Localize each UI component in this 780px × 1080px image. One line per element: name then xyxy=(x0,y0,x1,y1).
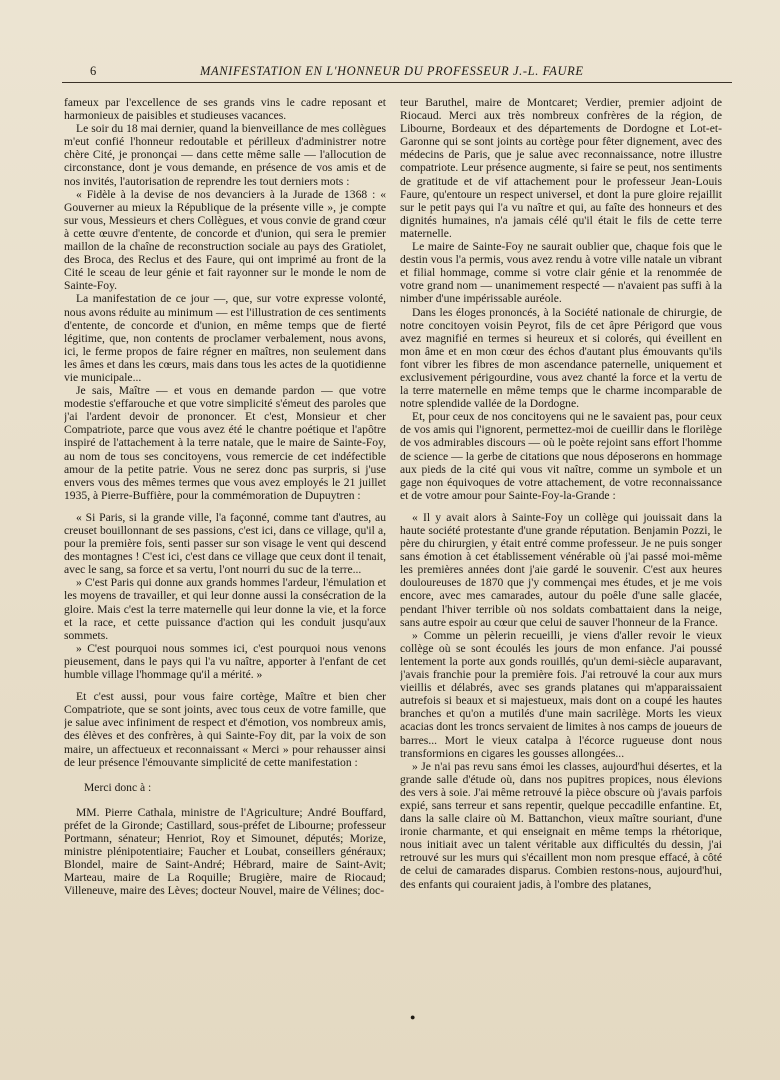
quotation-paragraph: » Je n'ai pas revu sans émoi les classes, aujourd'hui désertes, et la grande salle d'étude où, dans nos pupitres propices, nous élevions des vers à soie. J'ai même retrouvé la pièce obscure où j'avais parfois expié, sans terreur et sans repentir, quelque peccadille enfantine. Et, dans la salle claire où M. Battanchon, vieux maître souriant, d'une ironie charmante, et qui enseignait en même temps la rhétorique, nous initiait avec un talent véritable aux difficultés du dessin, j'ai retrouvé sur les murs qui s'écaillent mon nom presque effacé, à côté de celui de camarades disparus. Combien restons-nous, aujourd'hui, des enfants qui couraient jadis, à l'ombre des platanes, xyxy=(400,759,722,891)
page-header xyxy=(62,62,732,83)
quotation-paragraph: « Si Paris, si la grande ville, l'a façonné, comme tant d'autres, au creuset bouillonnant de ses passions, c'est ici, dans ce village, qu'il a, pour la première fois, senti passer sur son visage le vent qui descend des montagnes ! C'est ici, c'est dans ce village que ceux dont il tenait, avec le sang, sa force et sa vertu, l'ont nourri du suc de la terre... xyxy=(64,510,386,577)
paragraph: La manifestation de ce jour —, que, sur votre expresse volonté, nous avons réduite au minimum — est l'illustration de ces sentiments d'entente, de concorde et d'union, en même temps que de fierté légitime, que, non contents de proclamer verbalement, nous avons, ici, le ferme propos de faire régner en maîtres, non seulement dans les âmes et dans les cœurs, mais dans tous les actes de la quotidienne vie municipale... xyxy=(64,292,386,384)
paragraph: Et, pour ceux de nos concitoyens qui ne le savaient pas, pour ceux de vos amis qui l'ignorent, permettez-moi de cueillir dans le florilège de vos admirables discours — où le poète rejoint sans effort l'homme de science — la gerbe de citations que nous déposerons en hommage aux pieds de la cité qui vous vit naître, comme un symbole et un gage non équivoques de votre attachement, de votre reconnaissance et de votre amour pour Sainte-Foy-la-Grande : xyxy=(400,410,722,502)
paragraph: teur Baruthel, maire de Montcaret; Verdier, premier adjoint de Riocaud. Merci aux très nombreux confrères de la région, de Libourne, Bordeaux et des départements de Dordogne et Lot-et-Garonne qui se sont joints au cortège pour fêter dignement, avec des médecins de Paris, que je salue avec reconnaissance, notre illustre compatriote. Leur présence augmente, si faire se peut, nos sentiments de gratitude et de vif attachement pour le professeur Jean-Louis Faure, qu'entoure un respect universel, et dont la pure gloire rejaillit sur le petit pays qui l'a vu naître et qui, au faîte des honneurs et des dignités humaines, n'a jamais célé qu'il était le fils de cette terre maternelle. xyxy=(400,96,722,240)
thanks-heading: Merci donc à : xyxy=(84,780,152,794)
paragraph: MM. Pierre Cathala, ministre de l'Agriculture; André Bouffard, préfet de la Gironde; Castillard, sous-préfet de Libourne; professeur Portmann, sénateur; Henriot, Roy et Simounet, députés; Morize, ministre plénipotentiaire; Faucher et Loubat, conseillers généraux; Blondel, maire de Saint-André; Hébrard, maire de Saint-Avit; Marteau, maire de La Roquille; Brugière, maire de Riocaud; Villeneuve, maire des Lèves; docteur Nouvel, maire de Vélines; doc- xyxy=(64,805,386,898)
paragraph: fameux par l'excellence de ses grands vins le cadre reposant et harmonieux de paisibles et studieuses vacances. xyxy=(64,96,386,123)
dot-ornament: ● xyxy=(410,1012,416,1022)
quotation-paragraph: « Il y avait alors à Sainte-Foy un collège qui jouissait dans la haute société protestante d'une grande réputation. Benjamin Pozzi, le père du chirurgien, y était entré comme professeur. Je ne puis songer sans émotion à cet établissement vénérable où j'ai passé moi-même les premières années dont j'aie gardé le souvenir. C'est aux heures douloureuses de 1870 que j'y commençai mes études, et je me vois encore, avec mes camarades, autour du poêle d'une salle glacée, pendant l'hiver terrible où nos soldats combattaient dans la neige, sans autre espoir au cœur que celui de sauver l'honneur de la France. xyxy=(400,510,722,629)
running-title: MANIFESTATION EN L'HONNEUR DU PROFESSEUR J.-L. FAURE xyxy=(200,64,584,78)
quotation-paragraph: » C'est Paris qui donne aux grands hommes l'ardeur, l'émulation et les moyens de travailler, et qui leur donne aussi la consécration de la gloire. Mais c'est la terre maternelle qui leur donne la vie, et la force et la race, et cette puissance d'action qui les conduit jusqu'aux sommets. xyxy=(64,576,386,642)
paragraph: « Fidèle à la devise de nos devanciers à la Jurade de 1368 : « Gouverner au mieux la République de la présente ville », je compte sur vous, Messieurs et chers Collègues, et vous convie de grand cœur à cette œuvre d'entente, de concorde et d'union, qui sera le premier maillon de la chaîne de reconstruction sociale au pays des Gratiolet, des Broca, des Reclus et des Faure, qui ont imprimé au front de la Cité le sceau de leur génie et fait rayonner sur le monde le nom de Sainte-Foy. xyxy=(64,187,386,293)
right-column xyxy=(400,96,722,1036)
paragraph: Et c'est aussi, pour vous faire cortège, Maître et bien cher Compatriote, que se sont joints, avec tous ceux de votre famille, que je salue avec infiniment de respect et d'émotion, vos nombreux amis, des élèves et des confrères, à qui Sainte-Foy dit, par la voix de son maire, un affectueux et reconnaissant « Merci » pour rehausser ainsi de leur présence l'émouvante simplicité de cette manifestation : xyxy=(64,690,386,769)
paragraph: Je sais, Maître — et vous en demande pardon — que votre modestie s'effarouche et que votre simplicité s'émeut des paroles que j'ai l'ardent devoir de prononcer. Et c'est, Monsieur et cher Compatriote, parce que vous avez été le chantre poétique et l'apôtre inspiré de l'attachement à la terre natale, que le maire de Sainte-Foy, au nom de tous ses concitoyens, vous remercie de cet indéfectible amour de la petite patrie. Vous ne serez donc pas surpris, si j'use envers vous des mêmes termes que vous avez employés le 21 juillet 1935, à Pierre-Buffière, pour la commémoration de Dupuytren : xyxy=(64,384,386,502)
quotation-paragraph: » Comme un pèlerin recueilli, je viens d'aller revoir le vieux collège où se sont écoulés les jours de mon enfance. J'ai poussé lentement la porte aux gonds rouillés, qu'un demi-siècle auparavant, j'avais franchie pour la première fois. J'ai retrouvé la cour aux murs vieillis et délabrés, avec ses grands platanes qui m'apparaissaient autrefois si beaux et si majestueux, mais dont on a coupé les hautes branches et qu'on a mutilés d'une main sacrilège. Morts les vieux acacias dont les troncs servaient de limites à nos camps de joueurs de barres... Mort le vieux catalpa à l'écorce rugueuse dont nous transformions en cigares les gousses allongées... xyxy=(400,628,722,760)
page-number: 6 xyxy=(90,64,97,78)
left-column xyxy=(64,96,386,1036)
paragraph: Dans les éloges prononcés, à la Société nationale de chirurgie, de notre concitoyen voisin Peyrot, fils de cet âpre Périgord que vous avez magnifié en termes si heureux et si colorés, qui éveillent en mon âme et en mon cœur des échos d'autant plus émouvants qu'ils font vibrer les fibres de mon ascendance paternelle, uniquement et exclusivement périgourdine, vous avez chanté la force et la vertu de la terre maternelle en même temps que le charme incomparable de notre splendide vallée de la Dordogne. xyxy=(400,305,722,411)
paragraph: Le soir du 18 mai dernier, quand la bienveillance de mes collègues m'eut confié l'honneur redoutable et périlleux d'administrer notre chère Cité, je prononçai — dans cette même salle — l'allocution de circonstance, dont je vous demande, en présence de vos amis et de nos invités, l'autorisation de reprendre les tout derniers mots : xyxy=(64,122,386,188)
quotation-paragraph: » C'est pourquoi nous sommes ici, c'est pourquoi nous venons pieusement, dans le pays qui l'a vu naître, apporter à l'enfant de cet humble village l'hommage qu'il a mérité. » xyxy=(64,641,386,682)
paragraph: Le maire de Sainte-Foy ne saurait oublier que, chaque fois que le destin vous l'a permis, vous avez rendu à votre ville natale un vibrant et filial hommage, comme si votre clair génie et la renommée de votre grand nom — unanimement respecté — n'avaient pas suffi à la nimber d'une impérissable auréole. xyxy=(400,240,722,306)
